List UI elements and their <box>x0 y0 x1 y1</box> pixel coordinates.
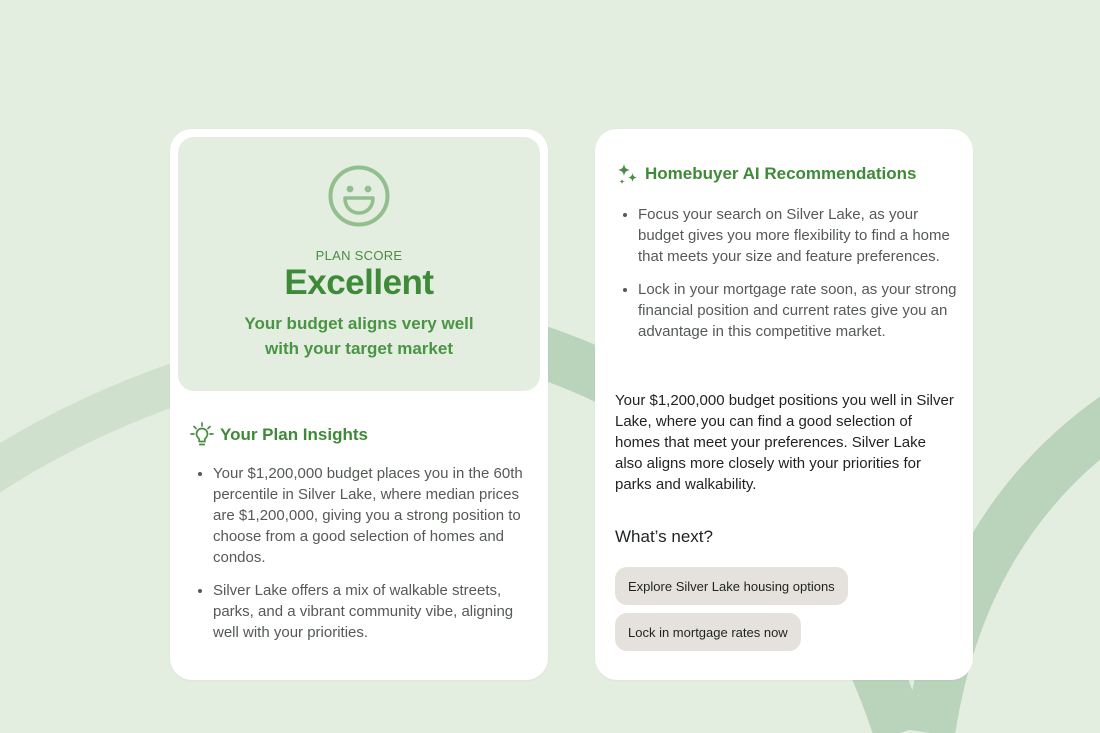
plan-score-value: Excellent <box>284 263 434 302</box>
insights-header <box>190 422 368 448</box>
insight-item: • Silver Lake offers a mix of walkable streets, parks, and a vibrant community vibe, aligning well with your priorities. <box>213 580 538 643</box>
sparkles-icon <box>617 163 639 185</box>
lightbulb-icon <box>190 422 214 448</box>
recommendation-item: • Focus your search on Silver Lake, as your budget gives you more flexibility to find a home that meets your size and feature preferences. <box>638 204 960 267</box>
lock-mortgage-rates-button[interactable]: Lock in mortgage rates now <box>615 613 801 651</box>
whats-next-label: What’s next? <box>615 527 713 546</box>
plan-score-label: PLAN SCORE <box>315 248 403 263</box>
recommendations-title: Homebuyer AI Recommendations <box>645 164 917 183</box>
recommendations-card <box>595 129 973 680</box>
insight-item: • Your $1,200,000 budget places you in the 60th percentile in Silver Lake, where median prices are $1,200,000, giving you a strong position to choose from a good selection of homes and condos. <box>213 463 538 568</box>
smiley-face-icon <box>328 165 390 227</box>
insights-list <box>197 463 538 655</box>
recommendations-header <box>617 161 916 187</box>
plan-insights-card <box>170 129 548 680</box>
plan-score-panel <box>178 137 540 391</box>
insights-title: Your Plan Insights <box>220 425 368 444</box>
recommendations-list <box>622 204 960 354</box>
explore-housing-button[interactable]: Explore Silver Lake housing options <box>615 567 848 605</box>
recommendation-summary: Your $1,200,000 budget positions you well in Silver Lake, where you can find a good selection of homes that meet your preferences. Silver Lake also aligns more closely with your priorities for parks and walkability. <box>615 392 954 493</box>
plan-score-subtitle: Your budget aligns very well with your target market <box>244 314 474 358</box>
recommendation-item: • Lock in your mortgage rate soon, as your strong financial position and current rates give you an advantage in this competitive market. <box>638 279 960 342</box>
